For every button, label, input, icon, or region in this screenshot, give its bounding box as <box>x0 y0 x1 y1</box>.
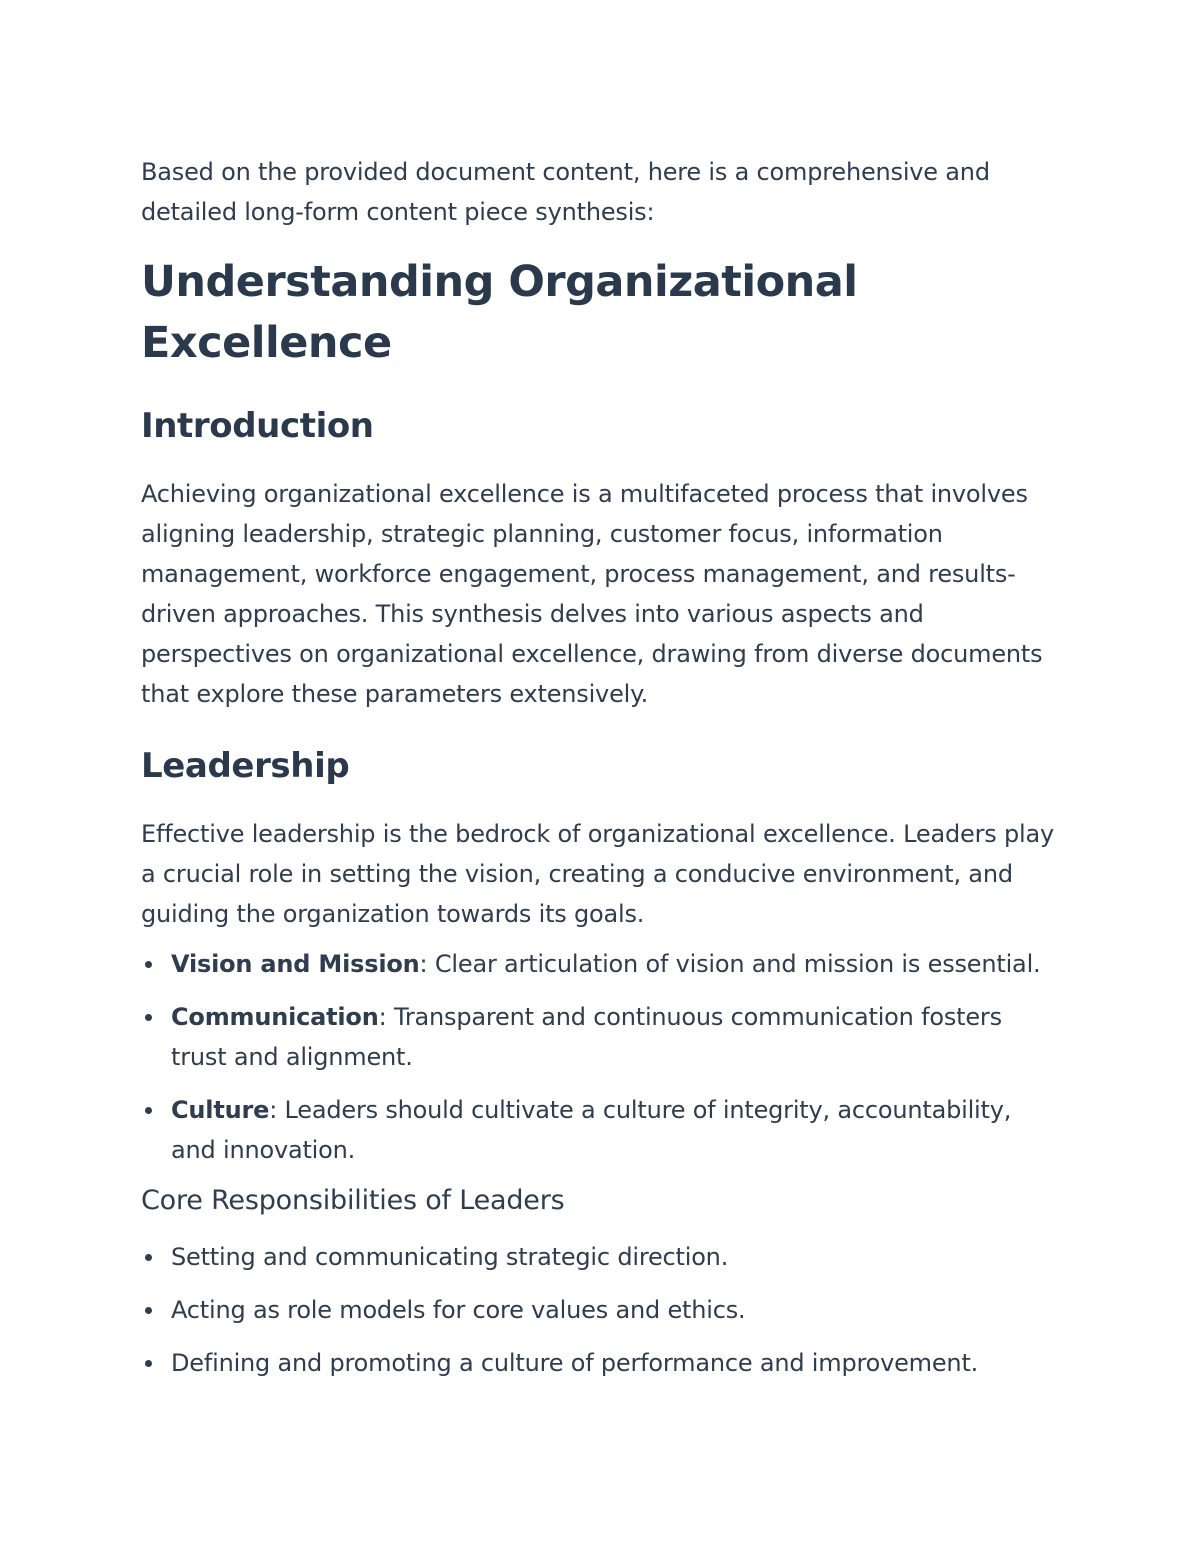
bullet-term: Vision and Mission <box>171 950 420 978</box>
bullet-icon <box>145 1254 152 1261</box>
bullet-text: Defining and promoting a culture of performance and improvement. <box>171 1349 979 1377</box>
introduction-paragraph: Achieving organizational excellence is a multifaceted process that involves aligning leadership, strategic planning, customer focus, information management, workforce engagement, process management, and results-driven approaches. This synthesis delves into various aspects and perspectives on organizational excellence, drawing from diverse documents that explore these parameters extensively. <box>141 480 1043 708</box>
bullet-icon <box>145 1014 152 1021</box>
intro-line: Based on the provided document content, here is a comprehensive and detailed long-form content piece synthesis: <box>141 158 990 226</box>
list-item <box>141 1290 1061 1330</box>
section-heading-leadership: Leadership <box>141 746 350 786</box>
list-item <box>141 1237 1061 1277</box>
section-heading-introduction: Introduction <box>141 406 374 446</box>
bullet-icon <box>145 1307 152 1314</box>
bullet-term: Communication <box>171 1003 379 1031</box>
document-title: Understanding Organizational Excellence <box>141 257 858 368</box>
leadership-bullet-list <box>141 944 1061 1170</box>
core-responsibilities-list <box>141 1237 1061 1383</box>
bullet-text: Setting and communicating strategic direction. <box>171 1243 729 1271</box>
bullet-term: Culture <box>171 1096 270 1124</box>
bullet-text: : Leaders should cultivate a culture of integrity, accountability, and innovation. <box>171 1096 1012 1164</box>
list-item <box>141 997 1061 1077</box>
document-page <box>141 152 1061 1396</box>
bullet-text: : Transparent and continuous communication fosters trust and alignment. <box>171 1003 1002 1071</box>
list-item <box>141 1090 1061 1170</box>
leadership-paragraph: Effective leadership is the bedrock of organizational excellence. Leaders play a crucial role in setting the vision, creating a conducive environment, and guiding the organization towards its goals. <box>141 820 1054 928</box>
bullet-text: Acting as role models for core values and ethics. <box>171 1296 746 1324</box>
list-item <box>141 1343 1061 1383</box>
bullet-text: : Clear articulation of vision and mission is essential. <box>419 950 1041 978</box>
bullet-icon <box>145 961 152 968</box>
list-item <box>141 944 1061 984</box>
subheading-core-responsibilities: Core Responsibilities of Leaders <box>141 1185 565 1216</box>
bullet-icon <box>145 1107 152 1114</box>
bullet-icon <box>145 1360 152 1367</box>
